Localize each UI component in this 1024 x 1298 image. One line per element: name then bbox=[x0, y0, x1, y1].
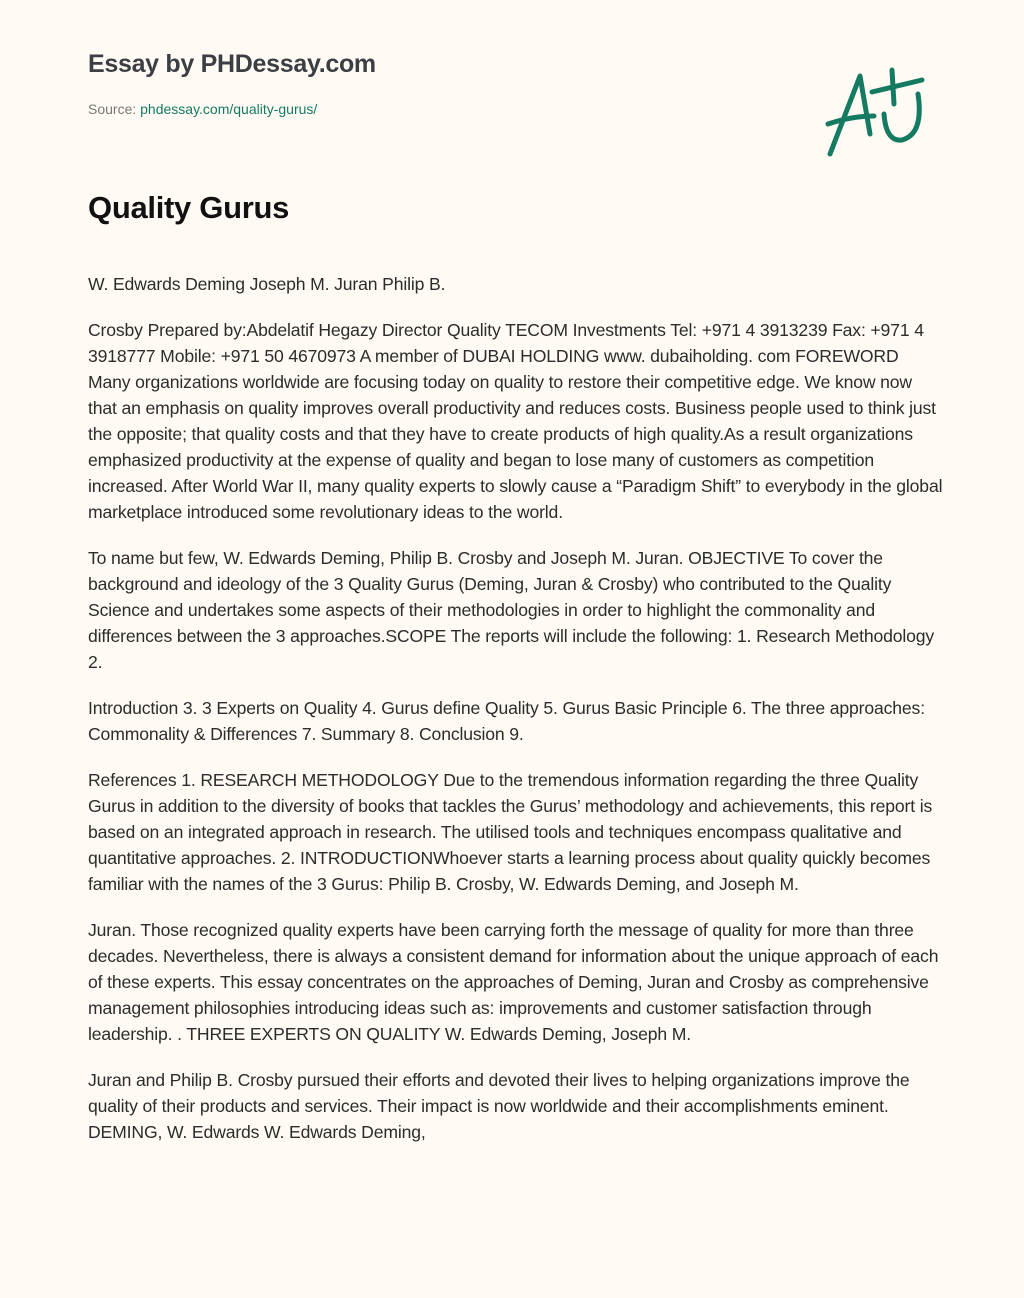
source-label: Source: bbox=[88, 101, 137, 117]
paragraph: Juran and Philip B. Crosby pursued their efforts and devoted their lives to helping organizations improve the quality of their products and services. Their impact is now worldwide and their accomplishments eminent. DEMING, W. Edwards W. Edwards Deming, bbox=[88, 1070, 910, 1142]
site-title: Essay by PHDessay.com bbox=[88, 50, 376, 78]
source-line bbox=[88, 101, 317, 117]
paragraph: Crosby Prepared by:Abdelatif Hegazy Director Quality TECOM Investments Tel: +971 4 3913239 Fax: +971 4 3918777 Mobile: +971 50 4670973 A member of DUBAI HOLDING www. dubaiholding. com FOREWORD Many organizations worldwide are focusing today on quality to restore their competitive edge. We know now that an emphasis on quality improves overall productivity and reduces costs. Business people used to think just the opposite; that quality costs and that they have to create products of high quality.As a result organizations emphasized productivity at the expense of quality and began to lose many of customers as competition increased. After World War II, many quality experts to slowly cause a “Paradigm Shift” to everybody in the global marketplace introduced some revolutionary ideas to the world. bbox=[88, 320, 943, 522]
source-link[interactable]: phdessay.com/quality-gurus/ bbox=[140, 101, 318, 117]
paragraph: Juran. Those recognized quality experts have been carrying forth the message of quality for more than three decades. Nevertheless, there is always a consistent demand for information about the unique approach of each of these experts. This essay concentrates on the approaches of Deming, Juran and Crosby as comprehensive management philosophies introducing ideas such as: improvements and customer satisfaction through leadership. . THREE EXPERTS ON QUALITY W. Edwards Deming, Joseph M. bbox=[88, 920, 939, 1044]
essay-title: Quality Gurus bbox=[88, 190, 290, 225]
paragraph: References 1. RESEARCH METHODOLOGY Due to the tremendous information regarding the three Quality Gurus in addition to the diversity of books that tackles the Gurus’ methodology and achievements, this report is based on an integrated approach in research. The utilised tools and techniques encompass qualitative and quantitative approaches. 2. INTRODUCTIONWhoever starts a learning process about quality quickly becomes familiar with the names of the 3 Gurus: Philip B. Crosby, W. Edwards Deming, and Joseph M. bbox=[88, 770, 933, 894]
paragraph: W. Edwards Deming Joseph M. Juran Philip B. bbox=[88, 274, 446, 294]
a-plus-logo-icon bbox=[822, 64, 932, 164]
paragraph: To name but few, W. Edwards Deming, Philip B. Crosby and Joseph M. Juran. OBJECTIVE To cover the background and ideology of the 3 Quality Gurus (Deming, Juran & Crosby) who contributed to the Quality Science and undertakes some aspects of their methodologies in order to highlight the commonality and differences between the 3 approaches.SCOPE The reports will include the following: 1. Research Methodology 2. bbox=[88, 548, 935, 672]
essay-body bbox=[88, 271, 944, 1165]
paragraph: Introduction 3. 3 Experts on Quality 4. Gurus define Quality 5. Gurus Basic Principle 6. The three approaches: Commonality & Differences 7. Summary 8. Conclusion 9. bbox=[88, 698, 925, 744]
